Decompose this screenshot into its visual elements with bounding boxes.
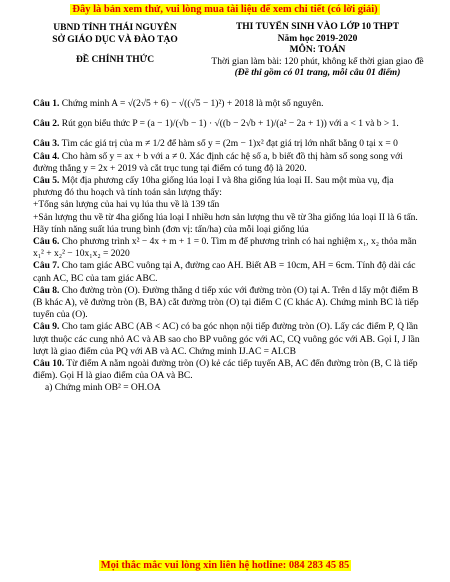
question: Câu 2. Rút gọn biểu thức P = (a − 1)/(√b − 1) · √((b − 2√b + 1)/(a² − 2a + 1)) với a < 1 và b > 1. [33, 119, 399, 130]
question: Câu 7. Cho tam giác ABC vuông tại A, đường cao AH. Biết AB = 10cm, AH = 6cm. Tính độ dài các cạnh AC, BC của tam giác ABC. [33, 261, 416, 284]
question: Câu 8. Cho đường tròn (O). Đường thẳng d tiếp xúc với đường tròn (O) tại A. Trên d lấy một điểm B (B khác A), vẽ đường tròn (B, BA) cắt đường tròn (O) tại điểm C (C khác A). Chứng minh BC là tiếp tuyến của (O). [33, 285, 419, 321]
question: Câu 5. Một địa phương cấy 10ha giống lúa loại I và 8ha giống lúa loại II. Sau một mùa vụ, địa phương đó thu hoạch và tính toán sản lượng thấy: [33, 176, 394, 199]
question: Câu 10. Từ điểm A nằm ngoài đường tròn (O) kẻ các tiếp tuyến AB, AC đến đường tròn (B, C là tiếp điểm). Gọi H là giao điểm của OA và BC. [33, 359, 418, 382]
time-limit: Thời gian làm bài: 120 phút, không kể thời gian giao đề [211, 56, 424, 67]
preview-banner-text: Đây là bản xem thử, vui lòng mua tài liệu để xem chi tiết (có lời giải) [72, 4, 378, 15]
issuer-block [30, 22, 200, 66]
subject: MÔN: TOÁN [289, 45, 346, 55]
question: Câu 1. Chứng minh A = √(2√5 + 6) − √((√5 − 1)²) + 2018 là một số nguyên. [33, 99, 324, 109]
question-line: a) Chứng minh OB² = OH.OA [45, 383, 161, 394]
question-line: +Sản lượng thu về từ 4ha giống lúa loại I nhiều hơn sản lượng thu về từ 3ha giống lúa loại II là 6 tấn. [33, 212, 418, 223]
preview-banner [0, 4, 450, 15]
exam-info-block [205, 22, 430, 80]
question: Câu 9. Cho tam giác ABC (AB < AC) có ba góc nhọn nội tiếp đường tròn (O). Lấy các điểm P, Q lần lượt thuộc các cung nhỏ AC và AB sao cho BP vuông góc với AC, CQ vuông góc với AB. Gọi I, J lần lượt là giao điểm của PQ với AB và AC. Chứng minh IJ.AC = AI.CB [33, 322, 420, 357]
question: Câu 4. Cho hàm số y = ax + b với a ≠ 0. Xác định các hệ số a, b biết đồ thị hàm số song song với đường thẳng y = 2x + 2019 và cắt trục tung tại điểm có tung độ là 2020. [33, 151, 403, 174]
school-year: Năm học 2019-2020 [277, 33, 358, 44]
hotline-text: Mọi thắc mắc vui lòng xin liên hệ hotline: 084 283 45 85 [100, 560, 350, 571]
exam-title: THI TUYỂN SINH VÀO LỚP 10 THPT [235, 22, 400, 32]
issuer-line-2: SỞ GIÁO DỤC VÀ ĐÀO TẠO [52, 35, 178, 45]
question-line: +Tổng sản lượng của hai vụ lúa thu về là 139 tấn [33, 200, 220, 211]
question-list [33, 98, 423, 395]
question: Câu 6. Cho phương trình x² − 4x + m + 1 = 0. Tìm m để phương trình có hai nghiệm x₁, x₂ thỏa mãn x₁² + x₂² − 10x₁x₂ = 2020 [33, 237, 417, 260]
question-line: Hãy tính năng suất lúa trung bình (đơn vị: tấn/ha) của mỗi loại giống lúa [33, 224, 309, 235]
page-note: (Đề thi gồm có 01 trang, mỗi câu 01 điểm) [234, 68, 401, 78]
question: Câu 3. Tìm các giá trị của m ≠ 1/2 để hàm số y = (2m − 1)x² đạt giá trị lớn nhất bằng 0 tại x = 0 [33, 139, 398, 150]
hotline-footer [0, 560, 450, 571]
issuer-line-1: UBND TỈNH THÁI NGUYÊN [53, 23, 177, 33]
official-label: ĐỀ CHÍNH THỨC [75, 55, 155, 65]
